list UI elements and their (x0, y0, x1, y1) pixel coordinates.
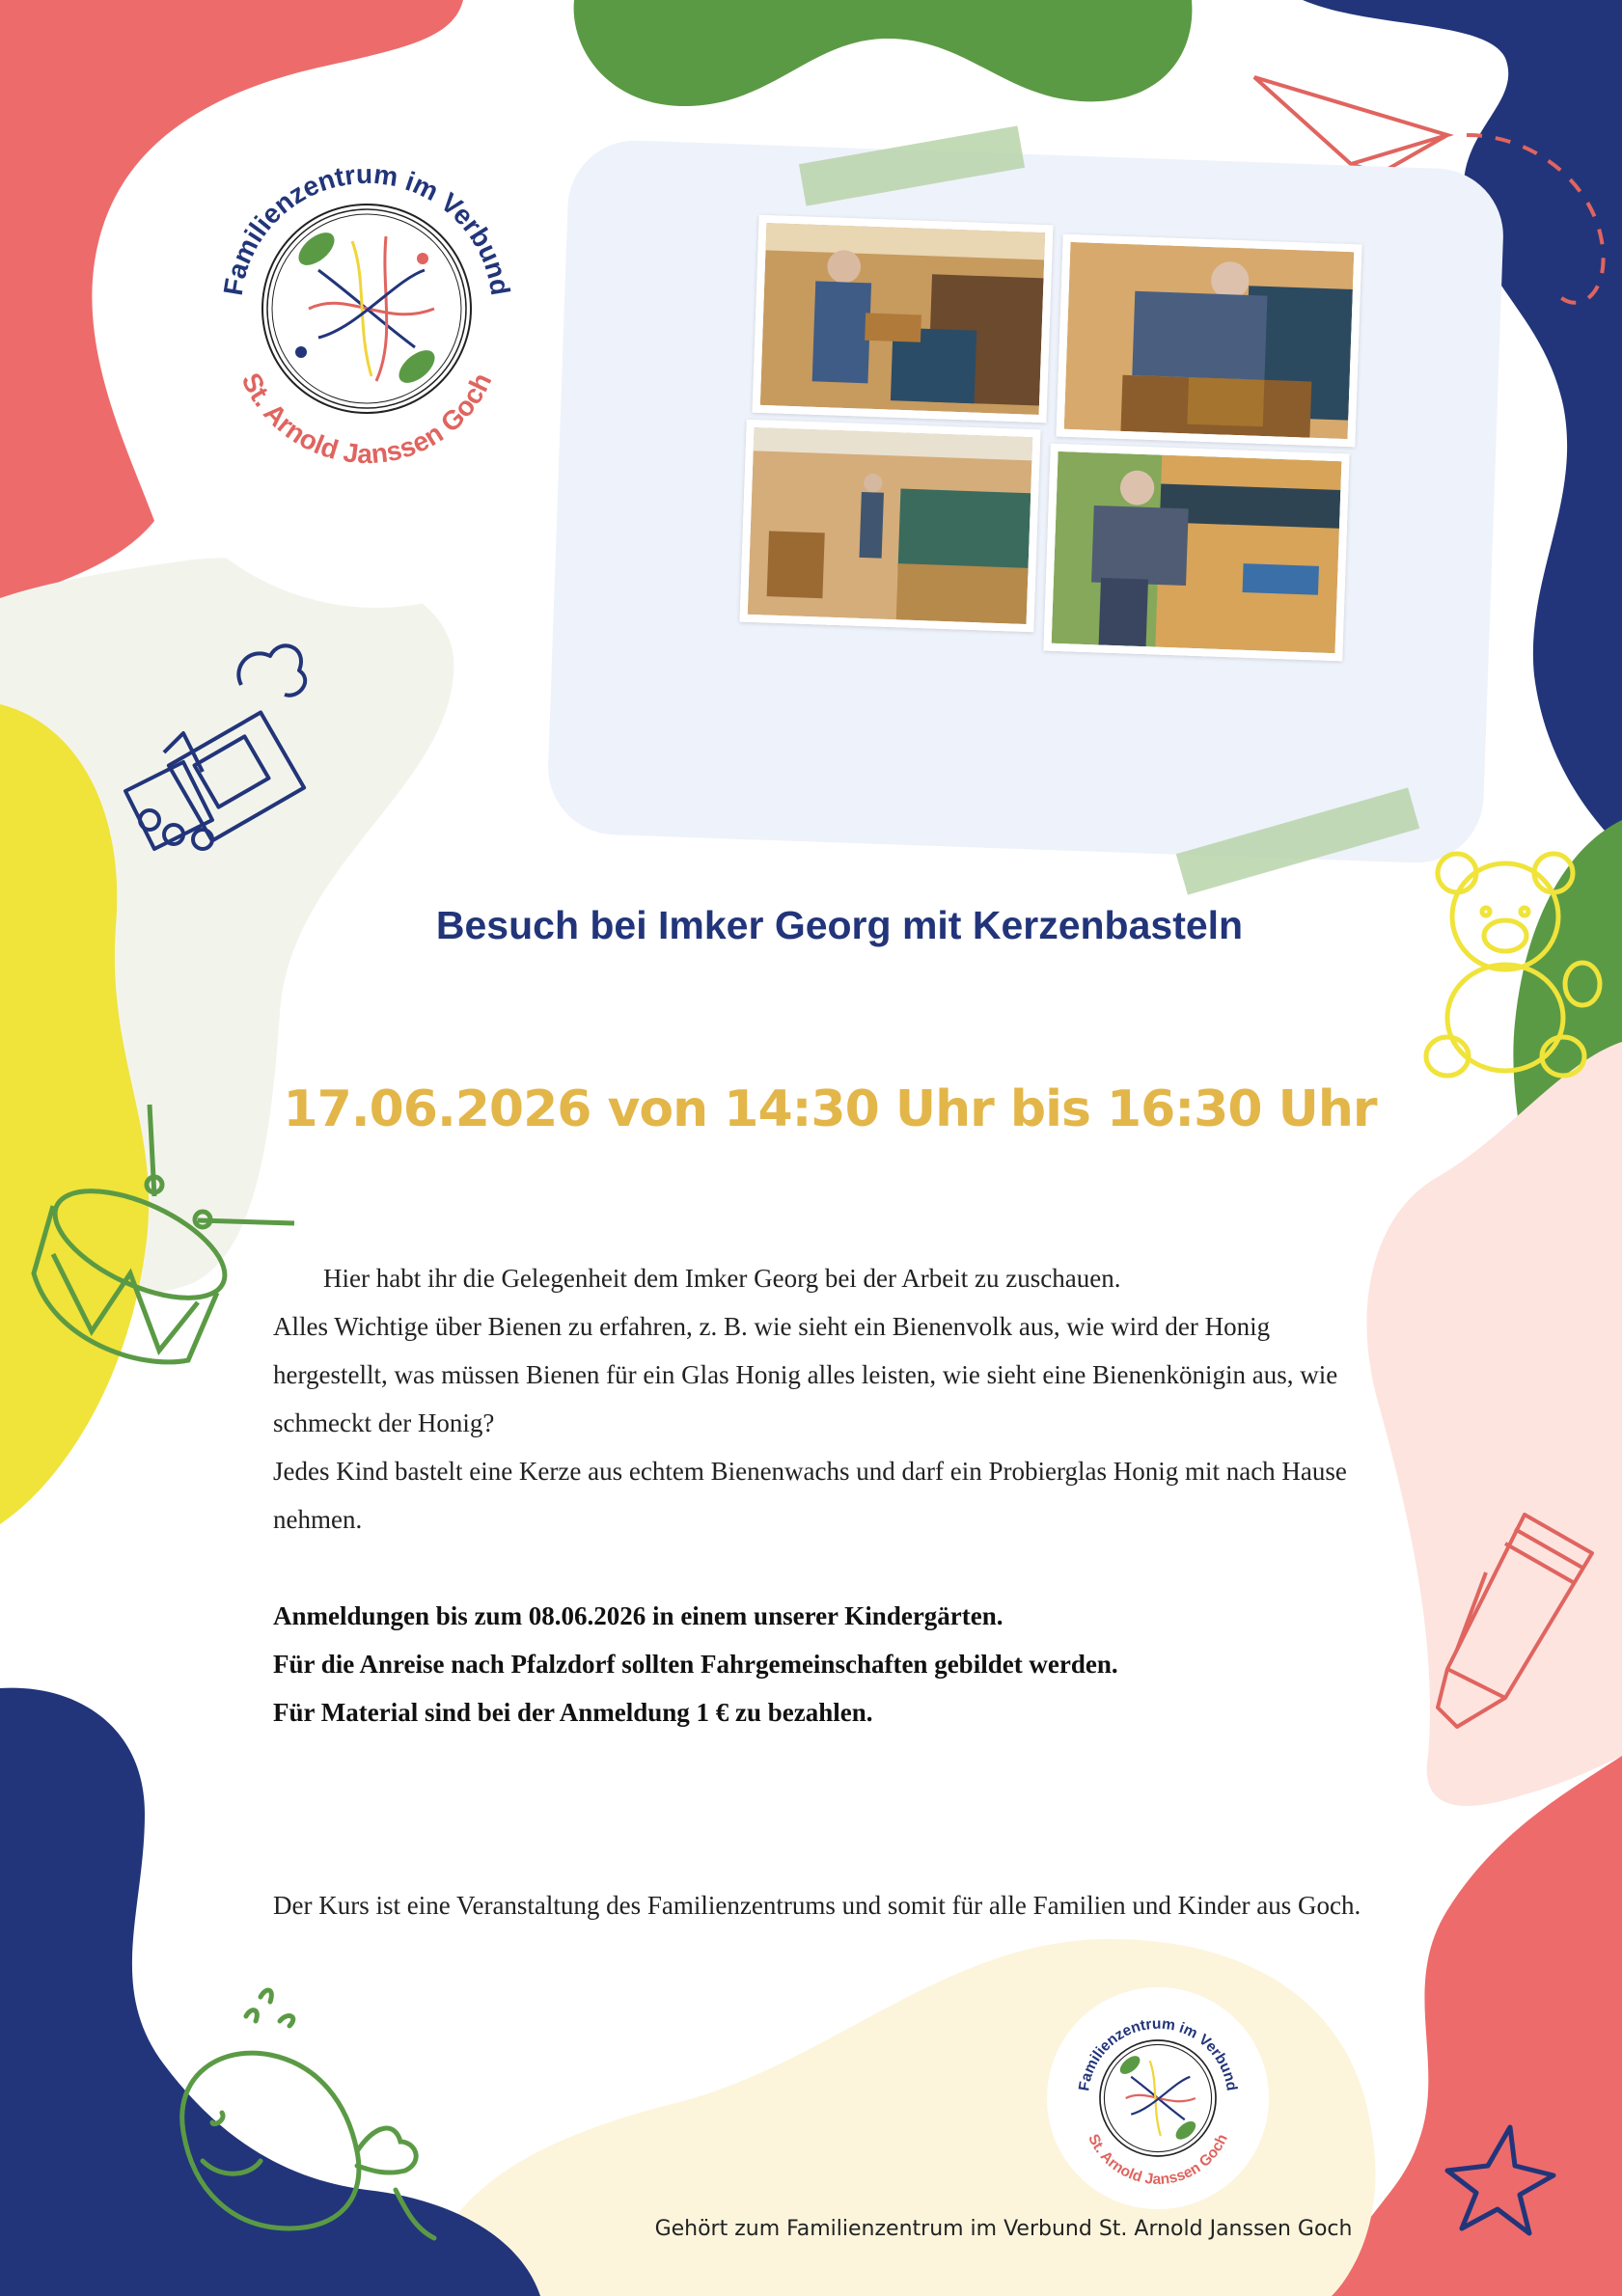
description-line-1: Hier habt ihr die Gelegenheit dem Imker Georg bei der Arbeit zu zuschauen. (323, 1264, 1121, 1293)
description-line-3: Jedes Kind bastelt eine Kerze aus echtem Bienenwachs und darf ein Probierglas Honig mit nach Hause nehmen. (273, 1457, 1347, 1534)
description (273, 1254, 1373, 1544)
photo-beekeeper-3 (739, 420, 1040, 633)
blob-green-top (574, 0, 1193, 106)
note-material: Für Material sind bei der Anmeldung 1 € zu bezahlen. (273, 1698, 873, 1727)
closing-text: Der Kurs ist eine Veranstaltung des Familienzentrums und somit für alle Familien und Kinder aus Goch. (273, 1891, 1361, 1920)
logo-top-text: Familienzentrum im Verbund (217, 158, 516, 298)
registration-notes (273, 1592, 1412, 1736)
logo-top (193, 135, 540, 482)
note-travel: Für die Anreise nach Pfalzdorf sollten Fahrgemeinschaften gebildet werden. (273, 1650, 1118, 1679)
train-icon (106, 627, 318, 859)
logo-bottom-top-text: Familienzentrum im Verbund (1076, 2015, 1240, 2092)
page-title: Besuch bei Imker Georg mit Kerzenbasteln (435, 903, 1244, 947)
crayon-icon (1428, 1505, 1602, 1736)
drum-icon (24, 1100, 314, 1389)
photo-beekeeper-1 (753, 215, 1054, 424)
whale-icon (154, 1978, 444, 2267)
photo-beekeeper-4 (1043, 444, 1349, 662)
logo-bottom-text: St. Arnold Janssen Goch (235, 368, 498, 470)
footer-text: Gehört zum Familienzentrum im Verbund St. Arnold Janssen Goch (654, 2217, 1353, 2241)
logo-bottom-bottom-text: St. Arnold Janssen Goch (1085, 2131, 1231, 2188)
description-line-2: Alles Wichtige über Bienen zu erfahren, z. B. wie sieht ein Bienenvolk aus, wie wird der Honig hergestellt, was müssen Bienen für ein Glas Honig alles leisten, wie sieht eine Bienenkönigin aus, wie schmeckt der Honig? (273, 1312, 1338, 1437)
logo-bottom (1061, 2002, 1254, 2195)
photo-beekeeper-2 (1056, 234, 1361, 448)
event-date: 17.06.2026 von 14:30 Uhr bis 16:30 Uhr (283, 1080, 1377, 1138)
teddy-bear-icon (1409, 839, 1611, 1090)
note-registration: Anmeldungen bis zum 08.06.2026 in einem unserer Kindergärten. (273, 1601, 1003, 1630)
